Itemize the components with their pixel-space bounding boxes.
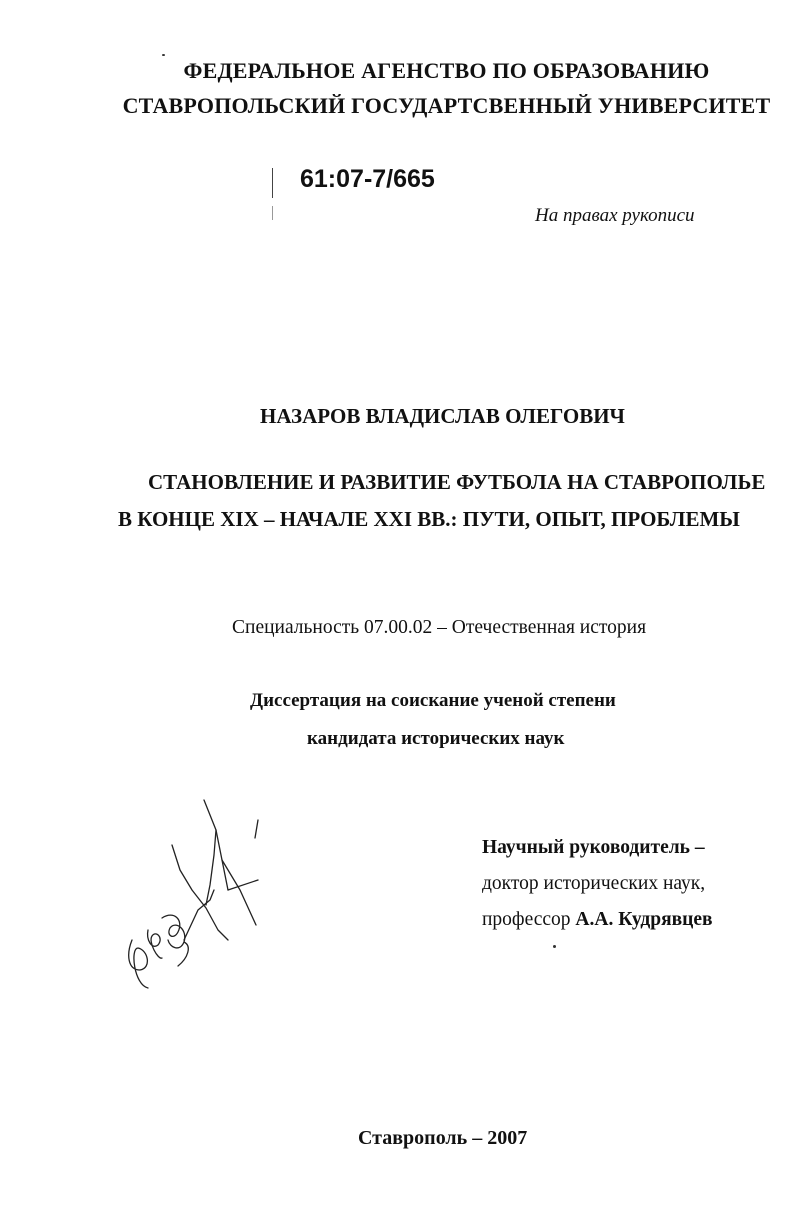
supervisor-degree: доктор исторических наук, (482, 873, 706, 894)
handwritten-signature-icon (118, 790, 278, 1000)
dissertation-title-line-1: СТАНОВЛЕНИЕ И РАЗВИТИЕ ФУТБОЛА НА СТАВРОПОЛЬЕ (148, 470, 766, 494)
supervisor-name: А.А. Кудрявцев (575, 909, 713, 930)
degree-line-2: кандидата исторических наук (307, 728, 565, 749)
scan-speck (162, 54, 165, 56)
supervisor-title-prefix: профессор (482, 909, 571, 930)
scan-speck (553, 945, 556, 948)
agency-heading: ФЕДЕРАЛЬНОЕ АГЕНСТВО ПО ОБРАЗОВАНИЮ (183, 58, 710, 83)
dissertation-title-line-2: В КОНЦЕ XIX – НАЧАЛЕ XXI ВВ.: ПУТИ, ОПЫТ, ПРОБЛЕМЫ (118, 507, 740, 531)
manuscript-rights-note: На правах рукописи (535, 205, 695, 226)
library-stamp-code: 61:07-7/665 (300, 165, 435, 193)
stamp-mark (272, 168, 273, 198)
specialty-line: Специальность 07.00.02 – Отечественная история (232, 617, 647, 638)
degree-line-1: Диссертация на соискание ученой степени (250, 690, 616, 711)
university-heading: СТАВРОПОЛЬСКИЙ ГОСУДАРТСВЕННЫЙ УНИВЕРСИТЕТ (122, 93, 771, 118)
supervisor-name-line (482, 909, 713, 931)
supervisor-role: Научный руководитель – (482, 837, 705, 858)
city-year: Ставрополь – 2007 (358, 1127, 528, 1149)
stamp-mark-faint (272, 206, 273, 220)
author-name: НАЗАРОВ ВЛАДИСЛАВ ОЛЕГОВИЧ (260, 404, 625, 428)
